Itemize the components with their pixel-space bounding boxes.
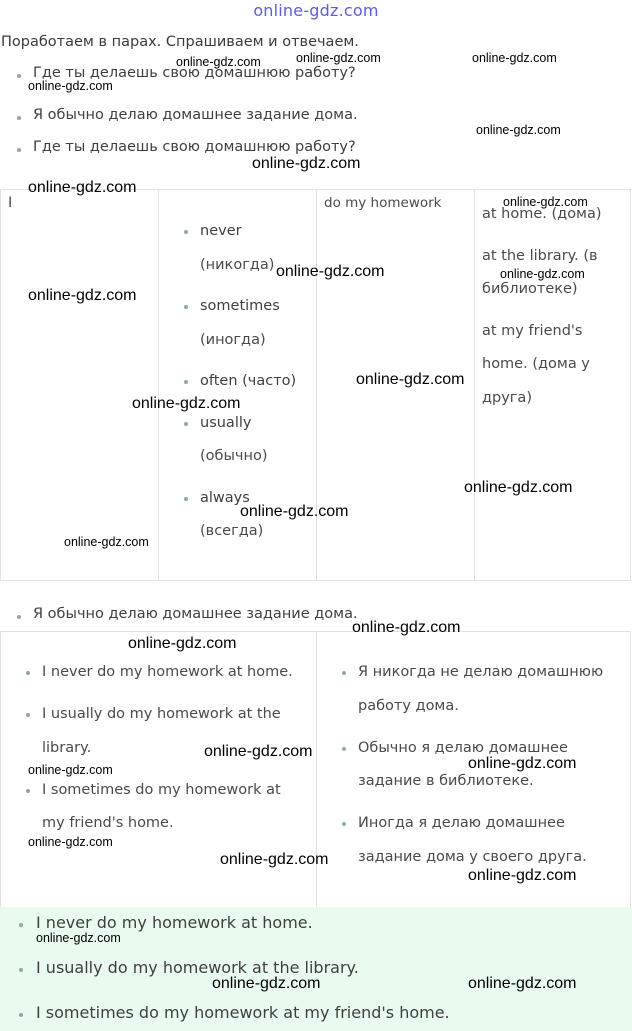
place-line: at my friend's — [482, 322, 583, 339]
frequency-item: always — [200, 482, 296, 516]
frequency-item: never — [200, 215, 296, 249]
answer-line: I never do my homework at home. — [36, 913, 313, 932]
column-divider — [474, 190, 475, 580]
watermark: online-gdz.com — [468, 867, 577, 884]
place-line: at the library. (в — [482, 247, 598, 264]
question-3: Где ты делаешь свою домашнюю работу? — [0, 139, 356, 155]
place-line: home. (дома у — [482, 356, 590, 372]
frequency-translation: (обычно) — [200, 448, 268, 464]
watermark: online-gdz.com — [36, 931, 121, 945]
verb-cell: do my homework — [324, 195, 442, 211]
frequency-translation: (иногда) — [200, 331, 266, 348]
question-2: Я обычно делаю домашнее задание дома. — [0, 107, 358, 123]
place-line: друга) — [482, 389, 532, 406]
russian-sentence: Я никогда не делаю домашнюю работу дома. — [358, 656, 603, 723]
example-answer-text: Я обычно делаю домашнее задание дома. — [0, 606, 358, 622]
answer-box — [0, 907, 632, 1031]
watermark: online-gdz.com — [296, 51, 381, 65]
watermark: online-gdz.com — [500, 267, 585, 281]
watermark: online-gdz.com — [356, 371, 465, 388]
frequency-translation: (никогда) — [200, 256, 275, 273]
column-divider — [158, 190, 159, 580]
watermark: online-gdz.com — [352, 619, 461, 636]
watermark: online-gdz.com — [212, 975, 321, 992]
answer-line: I usually do my homework at the library. — [36, 958, 359, 977]
watermark: online-gdz.com — [276, 263, 385, 280]
watermark: online-gdz.com — [28, 79, 113, 93]
english-sentence: I sometimes do my homework at my friend's home. — [42, 774, 293, 841]
russian-sentence: Иногда я делаю домашнее задание дома у своего друга. — [358, 807, 603, 874]
watermark: online-gdz.com — [28, 287, 137, 304]
task-intro: Поработаем в парах. Спрашиваем и отвечаем. — [1, 34, 359, 50]
watermark: online-gdz.com — [204, 743, 313, 760]
english-sentence: I never do my homework at home. — [42, 656, 293, 690]
place-line: библиотеке) — [482, 281, 578, 297]
place-line: at home. (дома) — [482, 206, 602, 222]
watermark: online-gdz.com — [476, 123, 561, 137]
site-header: online-gdz.com — [253, 1, 379, 20]
watermark: online-gdz.com — [252, 155, 361, 172]
frequency-item: often (часто) — [200, 365, 296, 399]
watermark: online-gdz.com — [28, 763, 113, 777]
frequency-translation: (всегда) — [200, 523, 264, 539]
frequency-item: usually — [200, 407, 296, 441]
watermark: online-gdz.com — [240, 503, 349, 520]
watermark: online-gdz.com — [472, 51, 557, 65]
watermark: online-gdz.com — [468, 755, 577, 772]
english-sentence: I usually do my homework at the library. — [42, 698, 293, 765]
watermark: online-gdz.com — [220, 851, 329, 868]
russian-sentence: Обычно я делаю домашнее задание в библиотеке. — [358, 732, 603, 799]
frequency-item: sometimes — [200, 290, 296, 324]
watermark: online-gdz.com — [128, 635, 237, 652]
watermark: online-gdz.com — [176, 55, 261, 69]
watermark: online-gdz.com — [64, 535, 149, 549]
watermark: online-gdz.com — [468, 975, 577, 992]
watermark: online-gdz.com — [464, 479, 573, 496]
watermark: online-gdz.com — [503, 195, 588, 209]
watermark: online-gdz.com — [132, 395, 241, 412]
column-divider — [316, 190, 317, 580]
places-cell — [482, 198, 602, 415]
sentence-builder-table — [0, 189, 631, 581]
answer-line: I sometimes do my homework at my friend's home. — [36, 1003, 450, 1022]
question-1: Где ты делаешь свою домашнюю работу? — [0, 65, 356, 81]
watermark: online-gdz.com — [28, 179, 137, 196]
watermark: online-gdz.com — [28, 835, 113, 849]
subject-cell: I — [8, 195, 13, 211]
